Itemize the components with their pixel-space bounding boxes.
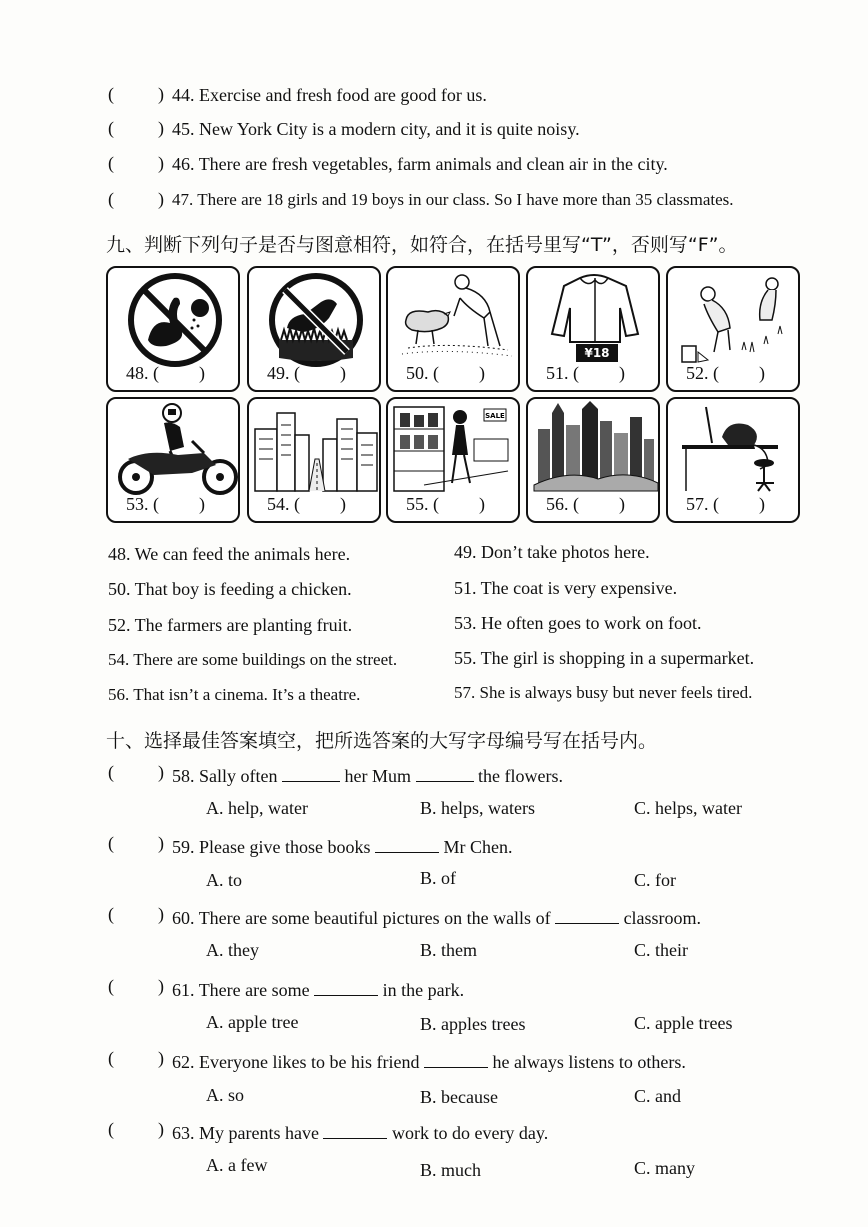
answer-paren[interactable]: ( [108,1048,114,1068]
answer-52[interactable]: 52. ( ) [686,363,765,383]
sentence-52: 52. The farmers are planting fruit. [108,615,353,635]
option-a[interactable]: A. they [206,940,259,960]
answer-blank[interactable] [375,834,439,853]
statement-44: 44. Exercise and fresh food are good for us. [172,85,487,105]
option-c[interactable]: C. helps, water [634,798,742,818]
answer-56[interactable]: 56. ( ) [546,494,625,514]
statement-45: 45. New York City is a modern city, and it is quite noisy. [172,119,580,139]
answer-paren-close: ) [158,976,164,996]
answer-paren[interactable]: ( [108,189,114,209]
picture-57 [666,397,800,523]
answer-paren-close: ) [158,189,164,209]
picture-grid [106,266,804,528]
answer-paren-close: ) [158,1119,164,1139]
option-a[interactable]: A. help, water [206,798,308,818]
answer-blank[interactable] [314,977,378,996]
question-61: 61. There are some in the park. [172,977,464,1001]
sentence-50: 50. That boy is feeding a chicken. [108,579,352,599]
option-a[interactable]: A. apple tree [206,1012,299,1032]
sentence-57: 57. She is always busy but never feels tired. [454,683,753,702]
picture-49 [247,266,381,392]
picture-48 [106,266,240,392]
answer-blank[interactable] [555,905,619,924]
answer-paren[interactable]: ( [108,904,114,924]
option-b[interactable]: B. because [420,1087,498,1107]
question-63: 63. My parents have work to do every day. [172,1120,548,1144]
statement-46: 46. There are fresh vegetables, farm animals and clean air in the city. [172,154,668,174]
sentence-48: 48. We can feed the animals here. [108,544,351,564]
answer-paren-close: ) [158,762,164,782]
picture-55 [386,397,520,523]
option-a[interactable]: A. to [206,870,242,890]
option-c[interactable]: C. their [634,940,688,960]
answer-blank[interactable] [323,1120,387,1139]
answer-paren[interactable]: ( [108,153,114,173]
answer-paren-close: ) [158,1048,164,1068]
statement-47: 47. There are 18 girls and 19 boys in our class. So I have more than 35 classmates. [172,190,734,209]
sentence-49: 49. Don’t take photos here. [454,542,650,562]
answer-blank[interactable] [416,763,474,782]
sentence-56: 56. That isn’t a cinema. It’s a theatre. [108,685,361,704]
sentence-55: 55. The girl is shopping in a supermarket. [454,648,755,668]
option-b[interactable]: B. of [420,868,456,888]
question-62: 62. Everyone likes to be his friend he always listens to others. [172,1049,686,1073]
sentence-53: 53. He often goes to work on foot. [454,613,702,633]
answer-paren-close: ) [158,904,164,924]
option-c[interactable]: C. many [634,1158,695,1178]
answer-57[interactable]: 57. ( ) [686,494,765,514]
sentence-51: 51. The coat is very expensive. [454,578,678,598]
answer-paren[interactable]: ( [108,833,114,853]
answer-paren-close: ) [158,833,164,853]
picture-54 [247,397,381,523]
section-ten-heading: 十、选择最佳答案填空，把所选答案的大写字母编号写在括号内。 [106,730,658,752]
answer-48[interactable]: 48. ( ) [126,363,205,383]
option-c[interactable]: C. apple trees [634,1013,733,1033]
picture-51 [526,266,660,392]
picture-50 [386,266,520,392]
answer-51[interactable]: 51. ( ) [546,363,625,383]
option-a[interactable]: A. a few [206,1155,268,1175]
answer-paren-close: ) [158,153,164,173]
section-nine-heading: 九、判断下列句子是否与图意相符，如符合，在括号里写“T”，否则写“F”。 [106,234,738,256]
price-tag: ¥18 [584,346,610,360]
answer-paren[interactable]: ( [108,1119,114,1139]
answer-53[interactable]: 53. ( ) [126,494,205,514]
answer-55[interactable]: 55. ( ) [406,494,485,514]
option-a[interactable]: A. so [206,1085,245,1105]
answer-paren-close: ) [158,84,164,104]
answer-paren[interactable]: ( [108,118,114,138]
question-60: 60. There are some beautiful pictures on the walls of classroom. [172,905,701,929]
sale-sign: SALE [485,412,505,420]
answer-paren[interactable]: ( [108,762,114,782]
answer-paren[interactable]: ( [108,84,114,104]
picture-52 [666,266,800,392]
answer-50[interactable]: 50. ( ) [406,363,485,383]
option-b[interactable]: B. helps, waters [420,798,535,818]
option-b[interactable]: B. them [420,940,477,960]
picture-56 [526,397,660,523]
answer-49[interactable]: 49. ( ) [267,363,346,383]
option-c[interactable]: C. for [634,870,676,890]
answer-paren[interactable]: ( [108,976,114,996]
option-b[interactable]: B. much [420,1160,481,1180]
picture-53 [106,397,240,523]
question-58: 58. Sally often her Mum the flowers. [172,763,563,787]
option-c[interactable]: C. and [634,1086,681,1106]
answer-54[interactable]: 54. ( ) [267,494,346,514]
answer-paren-close: ) [158,118,164,138]
sentence-54: 54. There are some buildings on the street. [108,650,398,669]
question-59: 59. Please give those books Mr Chen. [172,834,512,858]
option-b[interactable]: B. apples trees [420,1014,526,1034]
answer-blank[interactable] [424,1049,488,1068]
answer-blank[interactable] [282,763,340,782]
